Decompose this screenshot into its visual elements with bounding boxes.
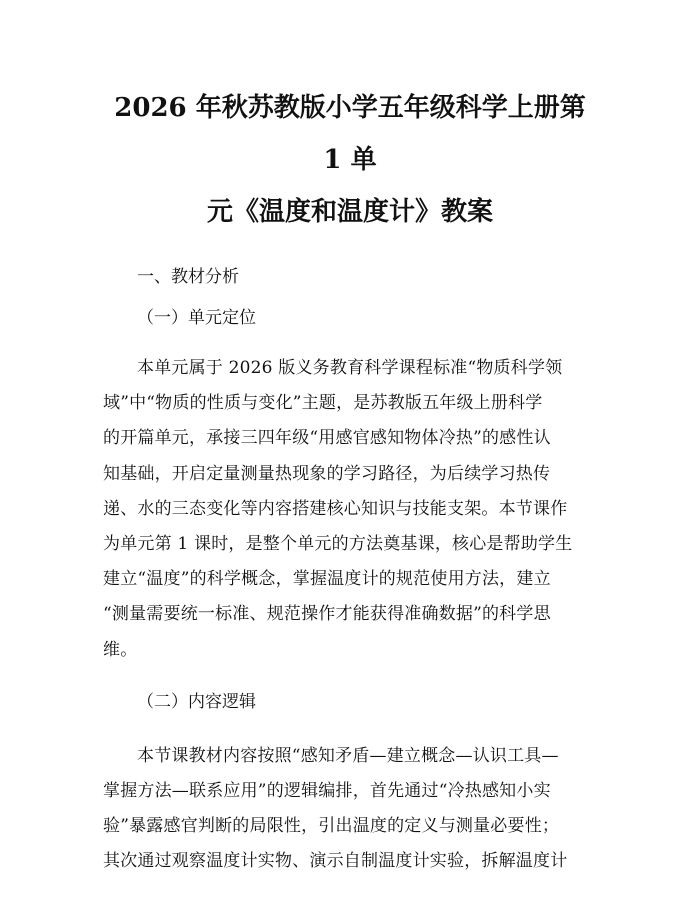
document-title [103,82,597,238]
paragraph-unit-positioning [103,351,597,668]
section-heading-textbook-analysis: 一、教材分析 [137,267,239,287]
paragraph-line: 掌握方法—联系应用”的逻辑编排，首先通过“冷热感知小实 [103,781,551,802]
subsection-heading-unit-positioning: （一）单元定位 [137,308,256,328]
title-line-1: 2026 年秋苏教版小学五年级科学上册第 1 单 [114,93,586,175]
paragraph-line: 的开篇单元，承接三四年级“用感官感知物体冷热”的感性认 [103,428,551,449]
paragraph-line: 为单元第 1 课时，是整个单元的方法奠基课，核心是帮助学生 [103,534,573,555]
subsection-heading-content-logic: （二）内容逻辑 [137,691,256,712]
paragraph-line: 其次通过观察温度计实物、演示自制温度计实验，拆解温度计 [103,851,568,872]
paragraph-line: 本节课教材内容按照“感知矛盾—建立概念—认识工具— [137,745,559,766]
paragraph-line: 建立“温度”的科学概念，掌握温度计的规范使用方法，建立 [103,569,551,590]
title-line-2: 元《温度和温度计》教案 [206,197,493,227]
paragraph-line: 维。 [103,639,138,660]
paragraph-line: 本单元属于 2026 版义务教育科学课程标准“物质科学领 [137,358,563,378]
paragraph-line: “测量需要统一标准、规范操作才能获得准确数据”的科学思 [103,604,551,625]
paragraph-line: 知基础，开启定量测量热现象的学习路径，为后续学习热传 [103,463,551,484]
paragraph-content-logic [103,739,597,880]
paragraph-line: 验”暴露感官判断的局限性，引出温度的定义与测量必要性； [103,816,560,837]
paragraph-line: 域”中“物质的性质与变化”主题，是苏教版五年级上册科学 [103,393,543,414]
paragraph-line: 递、水的三态变化等内容搭建核心知识与技能支架。本节课作 [103,498,568,519]
